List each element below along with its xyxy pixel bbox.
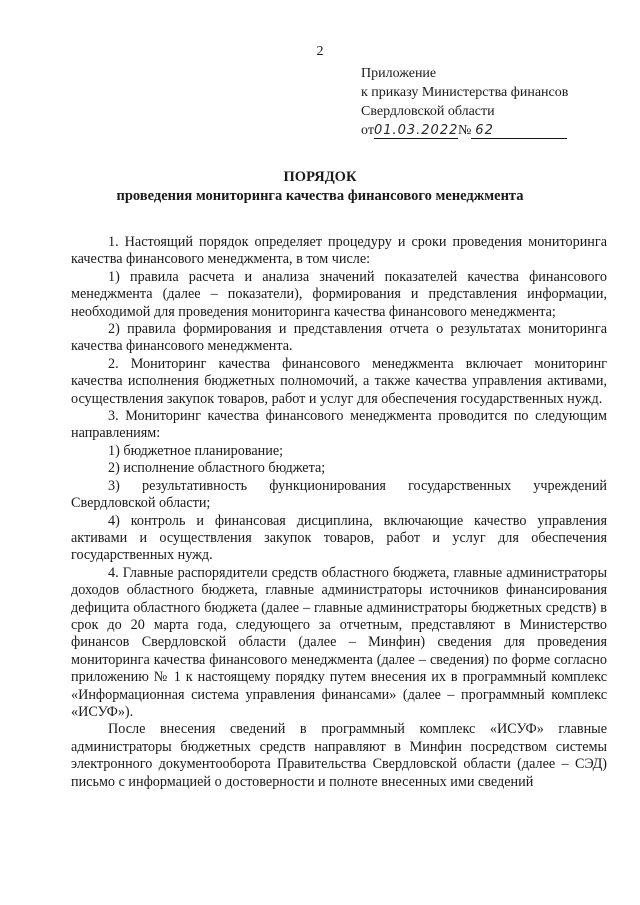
paragraph-3-item-2: 2) исполнение областного бюджета;	[108, 460, 326, 477]
appendix-order-reference: к приказу Министерства финансов	[361, 85, 569, 100]
title-subtitle: проведения мониторинга качества финансового менеджмента	[116, 188, 524, 204]
document-body	[71, 234, 607, 791]
paragraph-3: 3. Мониторинг качества финансового менеджмента проводится по следующим направлениям:	[71, 408, 607, 442]
paragraph-4: 4. Главные распорядители средств областного бюджета, главные администраторы доходов областного бюджета, главные администраторы источников финансирования дефицита областного бюджета (далее – главные администраторы бюджетных средств) в срок до 20 марта года, следующего за отчетным, представляют в Министерство финансов Свердловской области (далее – Минфин) сведения для проведения мониторинга качества финансового менеджмента (далее – сведения) по форме согласно приложению № 1 к настоящему порядку путем внесения их в программный комплекс «Информационная система управления финансами» (далее – программный комплекс «ИСУФ»).	[71, 564, 607, 720]
page-number: 2	[316, 44, 324, 59]
appendix-header	[361, 64, 568, 140]
date-prefix: от	[361, 123, 374, 138]
appendix-region: Свердловской области	[361, 104, 495, 119]
appendix-title: Приложение	[361, 66, 437, 81]
paragraph-5: После внесения сведений в программный комплекс «ИСУФ» главные администраторы бюджетных средств направляют в Минфин посредством системы электронного документооборота Правительства Свердловской области (далее – СЭД) письмо с информацией о достоверности и полноте внесенных ими сведений	[71, 721, 607, 790]
number-prefix: №	[457, 123, 472, 138]
appendix-date-line	[361, 121, 568, 140]
paragraph-3-item-1: 1) бюджетное планирование;	[108, 442, 284, 459]
handwritten-number: 62	[471, 124, 567, 139]
handwritten-date: 01.03.2022	[373, 123, 459, 138]
paragraph-3-item-3: 3) результативность функционирования государственных учреждений Свердловской области;	[71, 477, 607, 512]
paragraph-1-item-1: 1) правила расчета и анализа значений показателей качества финансового менеджмента (далее – показатели), формирования и представления информации, необходимой для проведения мониторинга качества финансового менеджмента;	[71, 268, 607, 320]
paragraph-1-item-2: 2) правила формирования и представления отчета о результатах мониторинга качества финансового менеджмента.	[71, 321, 607, 355]
title-main: ПОРЯДОК	[283, 169, 357, 185]
document-title	[0, 168, 640, 206]
paragraph-2: 2. Мониторинг качества финансового менеджмента включает мониторинг качества исполнения бюджетных полномочий, а также качества управления активами, осуществления закупок товаров, работ и услуг для обеспечения государственных нужд.	[71, 355, 607, 407]
paragraph-1: 1. Настоящий порядок определяет процедуру и сроки проведения мониторинга качества финансового менеджмента, в том числе:	[71, 234, 607, 268]
paragraph-3-item-4: 4) контроль и финансовая дисциплина, включающие качество управления активами и осуществления закупок товаров, работ и услуг для обеспечения государственных нужд.	[71, 512, 607, 564]
